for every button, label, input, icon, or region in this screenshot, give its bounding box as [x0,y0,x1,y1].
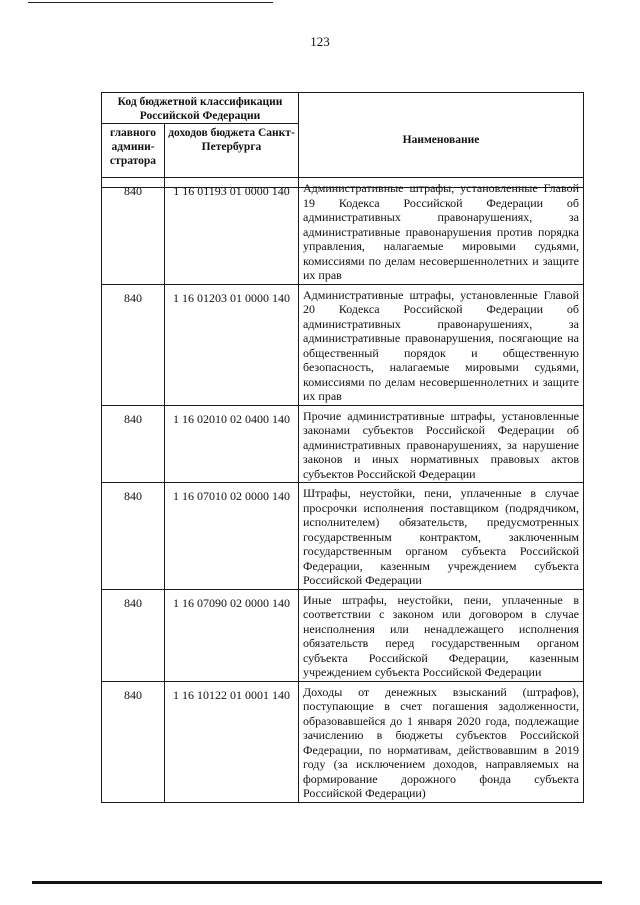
cell-income-code: 1 16 02010 02 0400 140 [165,405,299,483]
table-row [102,405,584,483]
cell-admin-code: 840 [102,589,165,681]
page-number: 123 [310,34,330,49]
cell-admin-code: 840 [102,681,165,802]
top-rule [28,2,273,3]
header-group-title: Код бюджетной классификации Российской Федерации [102,93,299,124]
cell-name: Доходы от денежных взысканий (штрафов), поступающие в счет погашения задолженности, образовавшейся до 1 января 2020 года, подлежащие зачислению в бюджеты субъектов Российской Федерации, по нормативам, действовавшим в 2019 году (за исключением доходов, направляемых на формирование дорожного фонда субъекта Российской Федерации) [299,681,584,802]
cell-admin-code: 840 [102,284,165,405]
table-row [102,681,584,802]
header-col-income: доходов бюджета Санкт-Петербурга [165,124,299,188]
cell-admin-code: 840 [102,405,165,483]
cell-name: Штрафы, неустойки, пени, уплаченные в случае просрочки исполнения поставщиком (подрядчиком, исполнителем) обязательств, предусмотренных государственным контрактом, заключенным государственным органом субъекта Российской Федерации, казенным учреждением субъекта Российской Федерации [299,483,584,590]
cell-name: Административные штрафы, установленные Главой 20 Кодекса Российской Федерации об административных правонарушениях, за административные правонарушения, посягающие на общественный порядок и общественную безопасность, налагаемые мировыми судьями, комиссиями по делам несовершеннолетних и защите их прав [299,284,584,405]
table-row [102,178,584,285]
cell-admin-code: 840 [102,483,165,590]
cell-name: Административные штрафы, установленные Главой 19 Кодекса Российской Федерации об административных правонарушениях, за административные правонарушения против порядка управления, налагаемые мировыми судьями, комиссиями по делам несовершеннолетних и защите их прав [299,178,584,285]
cell-name: Иные штрафы, неустойки, пени, уплаченные в соответствии с законом или договором в случае неисполнения или ненадлежащего исполнения обязательств перед государственным органом субъекта Российской Федерации, казенным учреждением субъекта Российской Федерации [299,589,584,681]
cell-income-code: 1 16 01193 01 0000 140 [165,178,299,285]
cell-income-code: 1 16 10122 01 0001 140 [165,681,299,802]
cell-name: Прочие административные штрафы, установленные законами субъектов Российской Федерации об административных правонарушениях, за нарушение законов и иных нормативных правовых актов субъектов Российской Федерации [299,405,584,483]
cell-income-code: 1 16 07090 02 0000 140 [165,589,299,681]
table-row [102,483,584,590]
header-col-admin: главного админи-стратора [102,124,165,188]
cell-admin-code: 840 [102,178,165,285]
cell-income-code: 1 16 01203 01 0000 140 [165,284,299,405]
table-header [101,92,584,188]
cell-income-code: 1 16 07010 02 0000 140 [165,483,299,590]
bottom-rule [32,881,602,884]
header-col-name: Наименование [299,93,584,188]
table-row [102,589,584,681]
table-row [102,284,584,405]
table-body [101,177,584,803]
